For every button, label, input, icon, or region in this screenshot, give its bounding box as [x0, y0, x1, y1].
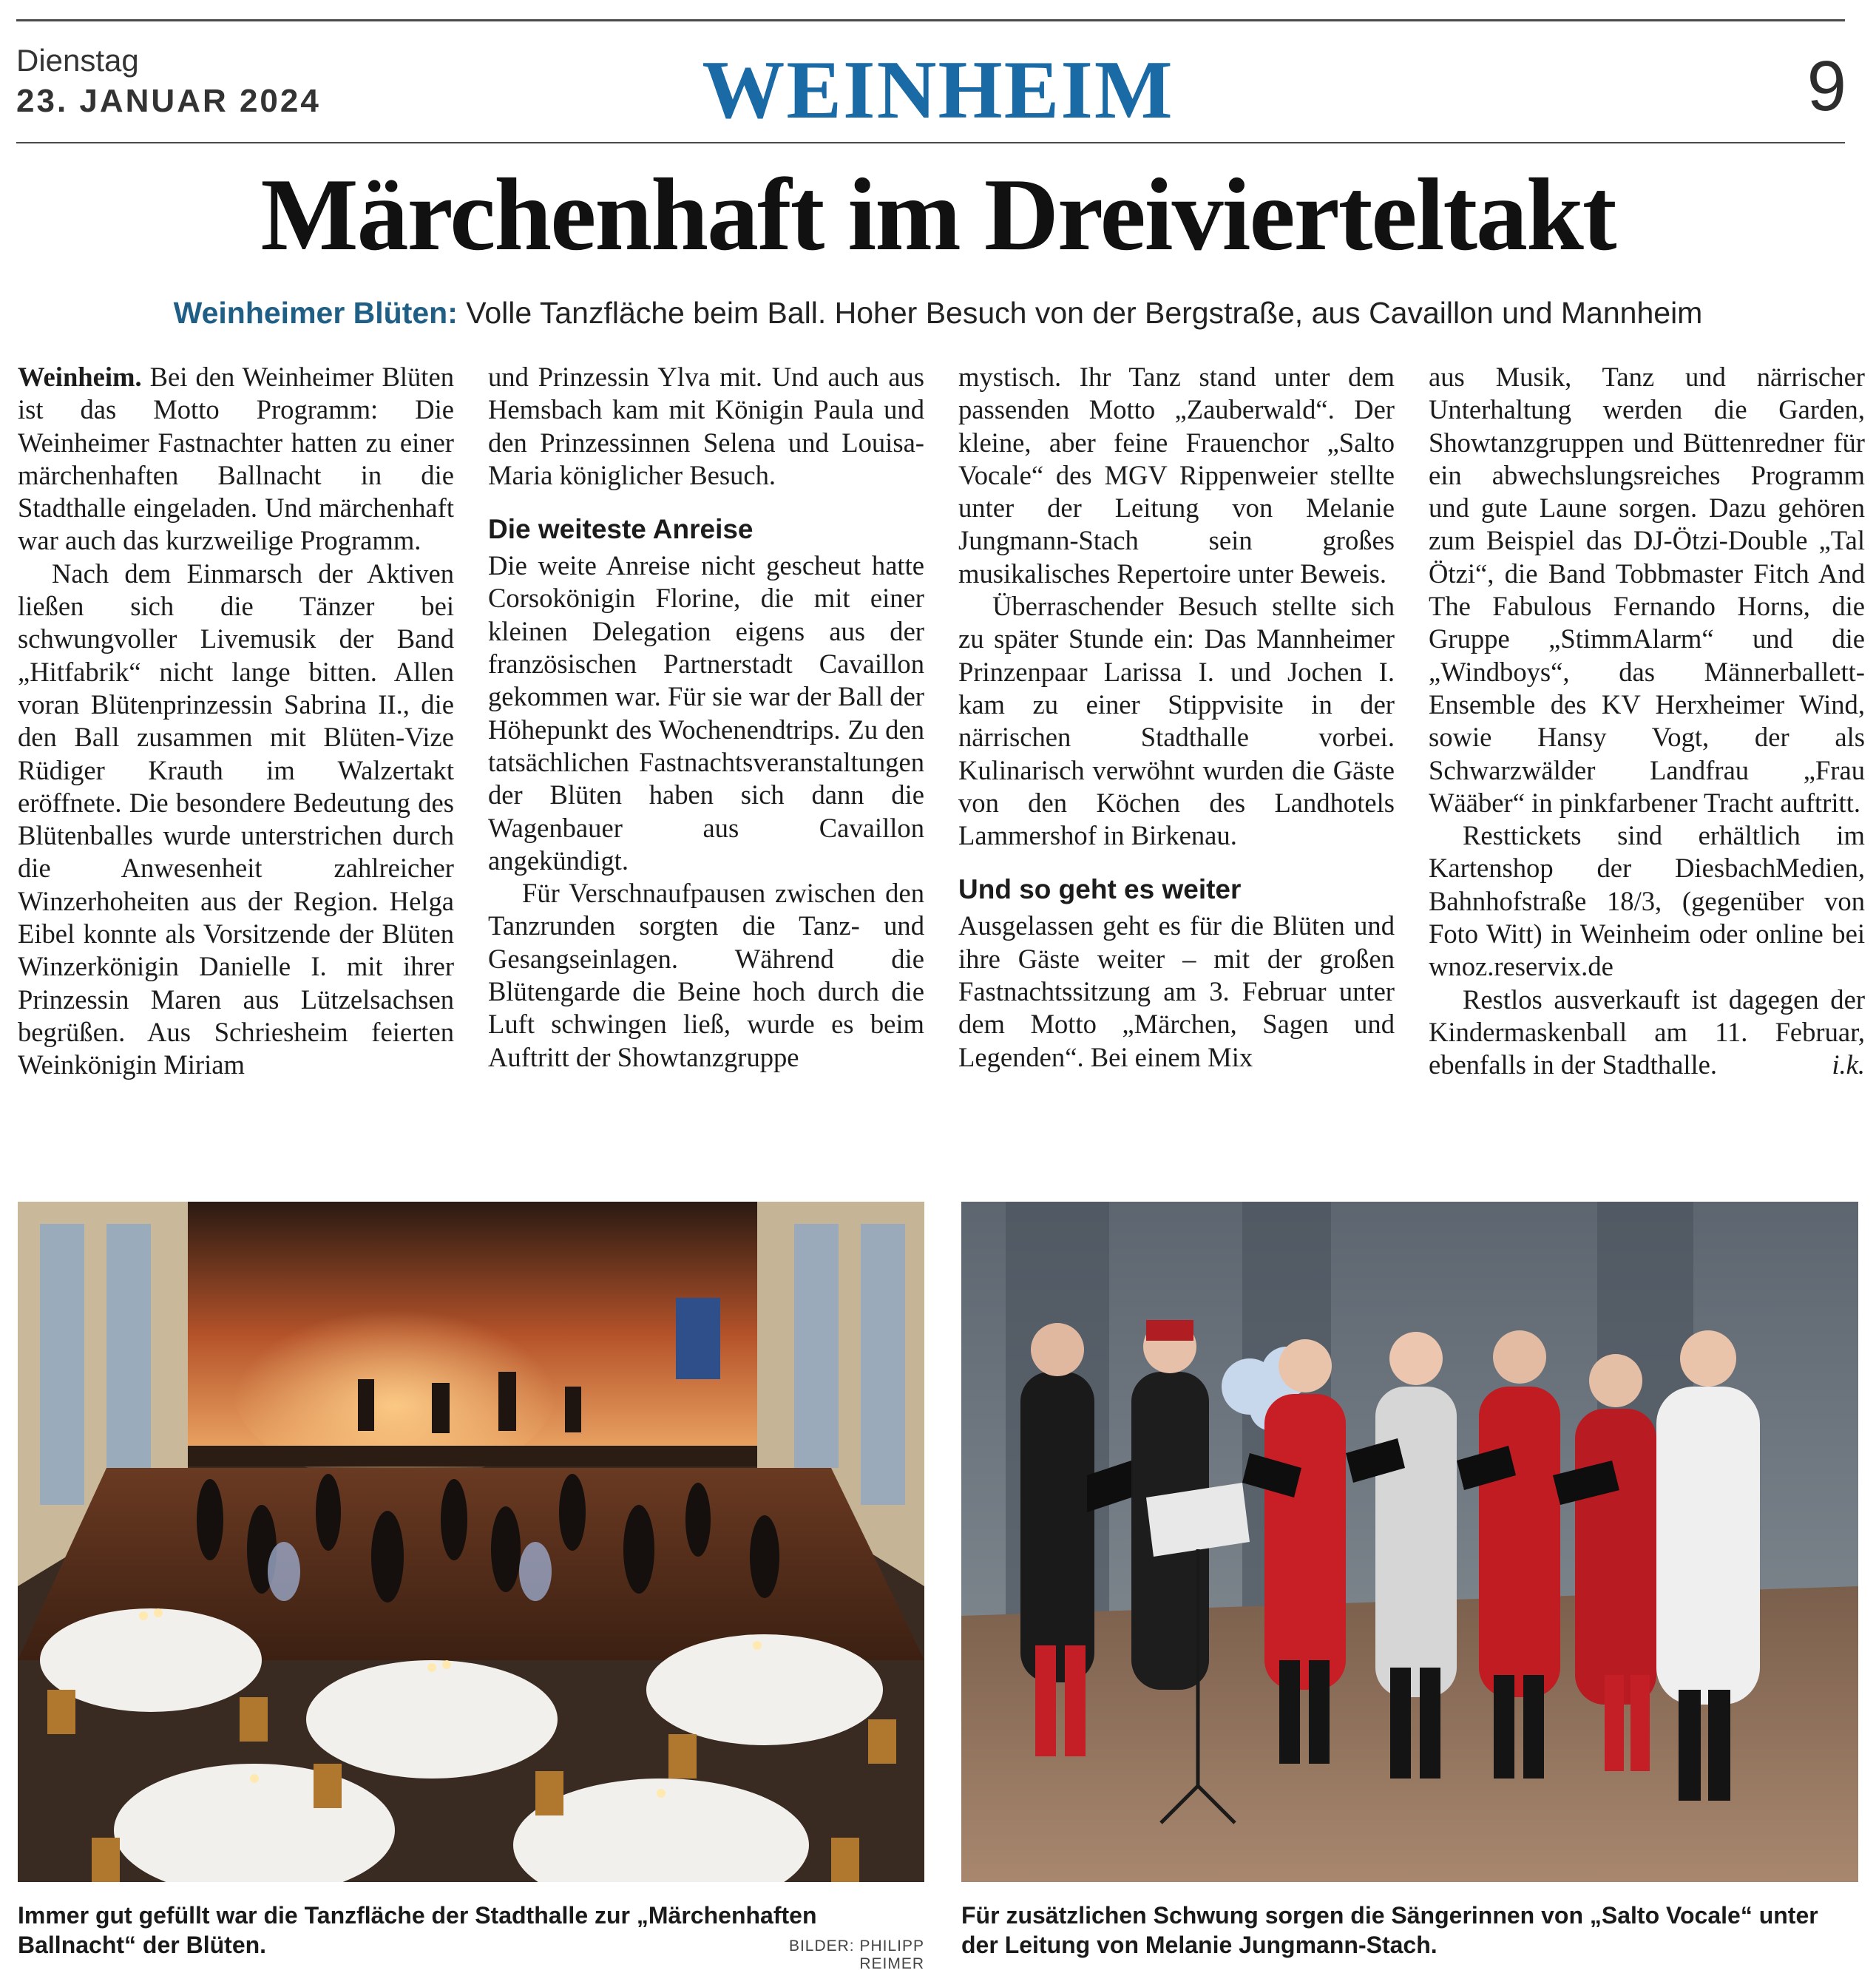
paragraph	[1429, 984, 1865, 1082]
page-number: 9	[1806, 47, 1846, 126]
paragraph: Die weite Anreise nicht gescheut hatte Corsokönigin Florine, die mit einer kleinen Delegation eigens aus der französischen Partnerstadt Cavaillon gekommen war. Für sie war der Ball der Höhepunkt des Wochenendtrips. Zu den tatsächlichen Fastnachtsveranstaltungen der Blüten haben sich dann die Wagenbauer aus Cavaillon angekündigt.	[488, 550, 924, 876]
paragraph	[18, 361, 454, 558]
paragraph: Für Verschnaufpausen zwischen den Tanzrunden sorgten die Tanz- und Gesangseinlagen. Während die Blütengarde die Beine hoch durch die Luft schwingen ließ, wurde es beim Auftritt der Showtanzgruppe	[488, 878, 924, 1072]
dateline: Weinheim.	[18, 362, 142, 392]
paragraph: aus Musik, Tanz und närrischer Unterhaltung werden die Garden, Showtanzgruppen und Büttenredner für ein abwechslungsreiches Programm und gute Laune sorgen. Dazu gehören zum Beispiel das DJ-Ötzi-Double „Tal Ötzi“, die Band Tobbmaster Fitch And The Fabulous Fernando Horns, die Gruppe „StimmAlarm“ und die „Windboys“, das Männerballett-Ensemble des KV Herxheimer Wind, sowie Hansy Vogt, der als Schwarzwälder Landfrau „Frau Wääber“ in pinkfarbener Tracht auftritt.	[1429, 362, 1865, 818]
ballroom-photo	[18, 1202, 924, 1882]
article-column-2	[488, 361, 924, 1074]
paragraph-text: Restlos ausverkauft ist dagegen der Kindermaskenball am 11. Februar, ebenfalls in der Stadthalle.	[1429, 984, 1865, 1080]
paragraph: mystisch. Ihr Tanz stand unter dem passenden Motto „Zauberwald“. Der kleine, aber feine Frauenchor „Salto Vocale“ des MGV Rippenweier stellte unter der Leitung von Melanie Jungmann-Stach sein großes musikalisches Repertoire unter Beweis.	[958, 362, 1395, 589]
left-photo-caption: Immer gut gefüllt war die Tanzfläche der Stadthalle zur „Märchenhaften Ballnacht“ der Blüten.	[18, 1902, 817, 1958]
article-column-3	[958, 361, 1395, 1074]
article-subline	[0, 296, 1876, 331]
paragraph: Resttickets sind erhältlich im Kartenshop der DiesbachMedien, Bahnhofstraße 18/3, (gegenüber von Foto Witt) in Weinheim oder online bei wnoz.reservix.de	[1429, 820, 1865, 982]
header-date: 23. JANUAR 2024	[16, 83, 321, 119]
subheading: Die weiteste Anreise	[488, 514, 754, 545]
paragraph: Nach dem Einmarsch der Aktiven ließen sich die Tänzer bei schwungvoller Livemusik der Band „Hitfabrik“ nicht lange bitten. Allen voran Blütenprinzessin Sabrina II., die den Ball zusammen mit Blüten-Vize Rüdiger Krauth im Walzertakt eröffnete. Die besondere Bedeutung des Blütenballes wurde unterstrichen durch die Anwesenheit zahlreicher Winzerhoheiten aus der Region. Helga Eibel konnte als Vorsitzende der Blüten Winzerkönigin Danielle I. mit ihrer Prinzessin Maren aus Lützelsachsen begrüßen. Aus Schriesheim feierten Weinkönigin Miriam	[18, 558, 454, 1080]
subline-kicker: Weinheimer Blüten:	[173, 296, 458, 330]
author-signature: i.k.	[1832, 1049, 1865, 1080]
paragraph: und Prinzessin Ylva mit. Und auch aus Hemsbach kam mit Königin Paula und den Prinzessinnen Selena und Louisa-Maria königlicher Besuch.	[488, 362, 924, 490]
paragraph-text: Bei den Weinheimer Blüten ist das Motto Programm: Die Weinheimer Fastnachter hatten zu einer märchenhaften Ballnacht in die Stadthalle eingeladen. Und märchenhaft war auch das kurzweilige Programm.	[18, 362, 454, 556]
header-rule	[16, 142, 1845, 143]
paragraph: Ausgelassen geht es für die Blüten und ihre Gäste weiter – mit der großen Fastnachtssitzung am 3. Februar unter dem Motto „Märchen, Sagen und Legenden“. Bei einem Mix	[958, 910, 1395, 1072]
article-column-1	[18, 361, 454, 1082]
subline-text: Volle Tanzfläche beim Ball. Hoher Besuch von der Bergstraße, aus Cavaillon und Mannheim	[457, 296, 1703, 330]
photo-credit: BILDER: PHILIPP REIMER	[788, 1938, 924, 1972]
article-column-4	[1429, 361, 1865, 1082]
subheading: Und so geht es weiter	[958, 874, 1242, 905]
right-photo-caption: Für zusätzlichen Schwung sorgen die Sängerinnen von „Salto Vocale“ unter der Leitung von Melanie Jungmann-Stach.	[961, 1902, 1818, 1958]
section-title: WEINHEIM	[702, 44, 1174, 136]
article-headline: Märchenhaft im Dreivierteltakt	[260, 158, 1616, 272]
top-rule	[16, 19, 1845, 21]
header-weekday: Dienstag	[16, 43, 139, 78]
paragraph: Überraschender Besuch stellte sich zu später Stunde ein: Das Mannheimer Prinzenpaar Larissa I. und Jochen I. kam zu einer Stippvisite in der närrischen Stadthalle vorbei. Kulinarisch verwöhnt wurden die Gäste von den Köchen des Landhotels Lammershof in Birkenau.	[958, 591, 1395, 851]
choir-photo	[961, 1202, 1858, 1882]
